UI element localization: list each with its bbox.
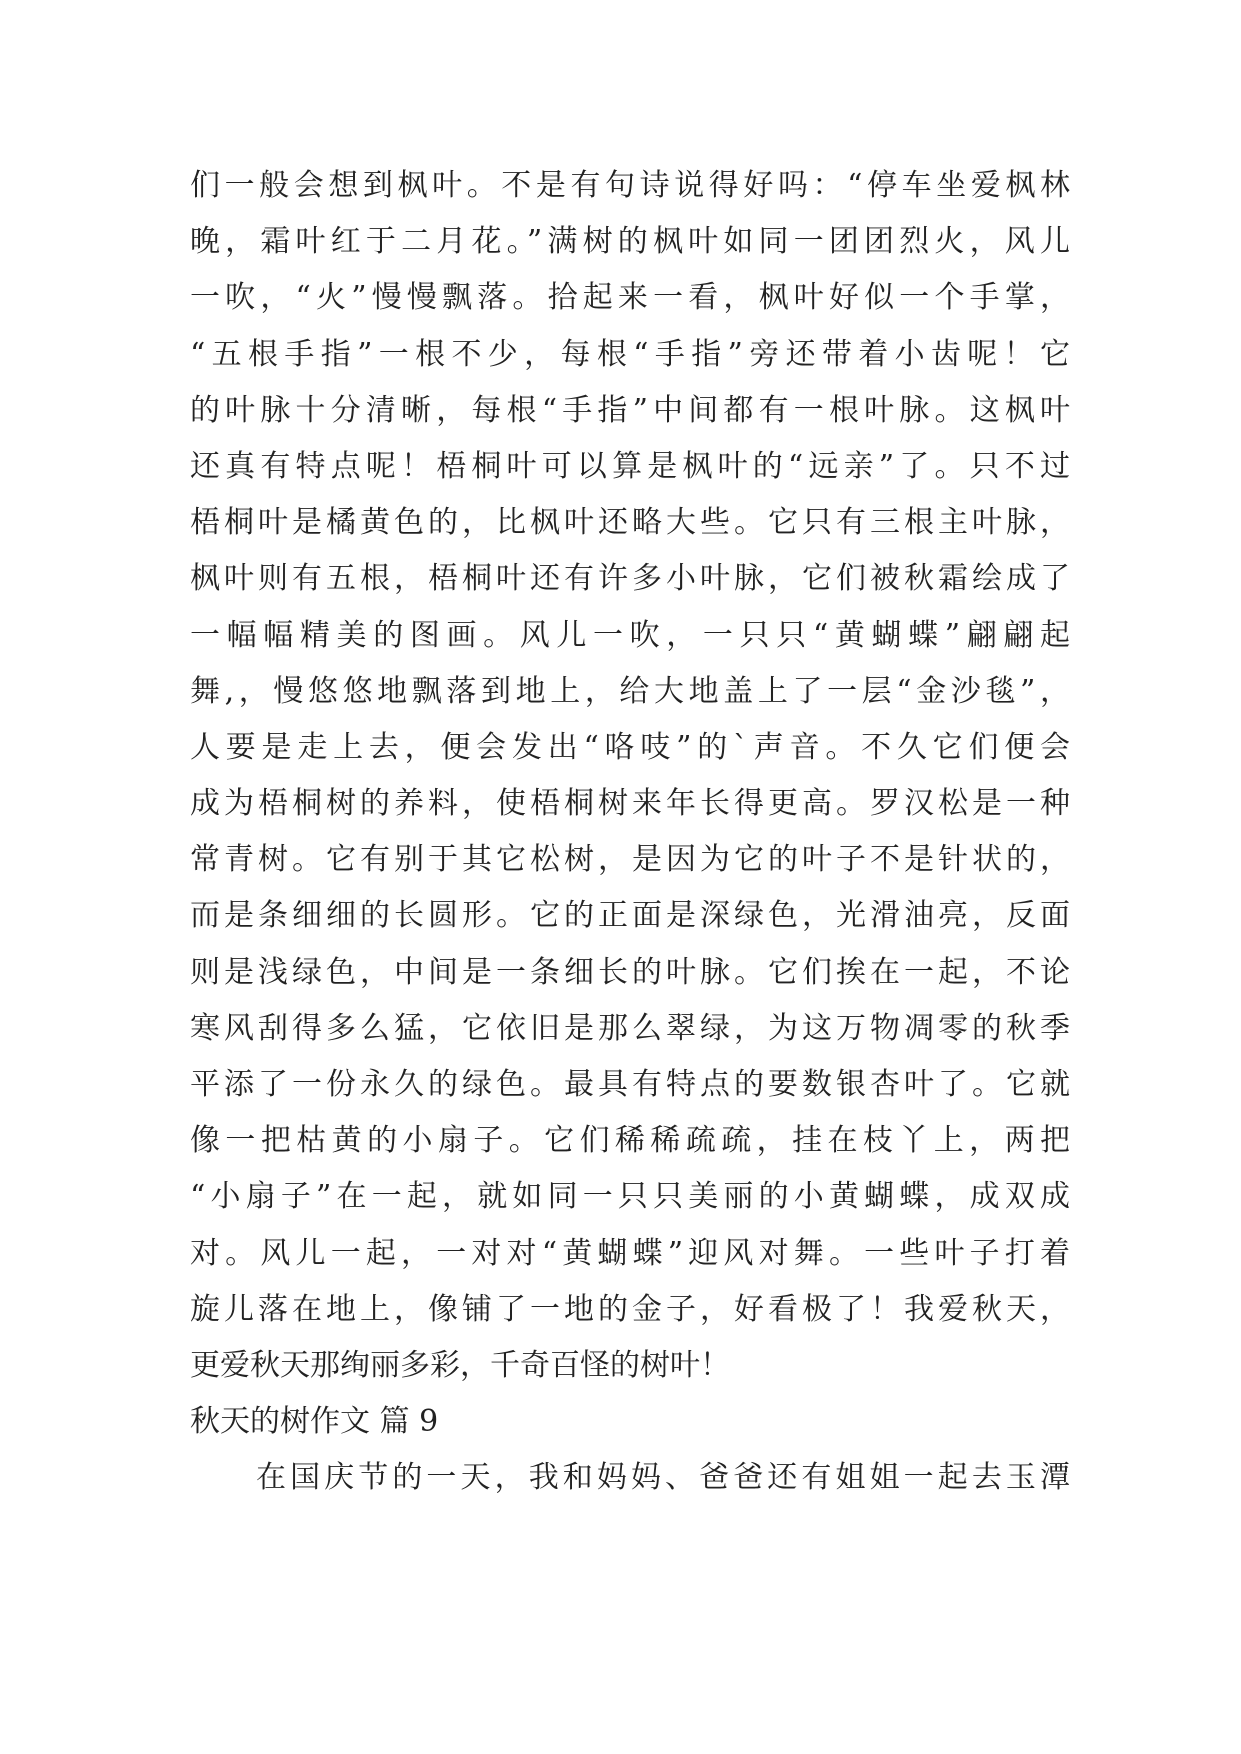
paragraph-line: 则是浅绿色，中间是一条细长的叶脉。它们挨在一起，不论 [190, 954, 1070, 990]
paragraph-line: 梧桐叶是橘黄色的，比枫叶还略大些。它只有三根主叶脉， [190, 505, 1070, 541]
essay-paragraph [190, 158, 1070, 1394]
paragraph-line: 旋儿落在地上，像铺了一地的金子，好看极了！我爱秋天， [190, 1291, 1070, 1327]
paragraph-line: 而是条细细的长圆形。它的正面是深绿色，光滑油亮，反面 [190, 898, 1070, 934]
section-heading: 秋天的树作文 篇 9 [190, 1404, 439, 1440]
paragraph-line: 舞,，慢悠悠地飘落到地上，给大地盖上了一层“金沙毯”， [190, 673, 1070, 709]
document-body [190, 158, 1070, 1506]
paragraph-line: 还真有特点呢！梧桐叶可以算是枫叶的“远亲”了。只不过 [190, 448, 1070, 484]
next-paragraph-first-line: 在国庆节的一天，我和妈妈、爸爸还有姐姐一起去玉潭 [256, 1460, 1070, 1496]
paragraph-line: 平添了一份永久的绿色。最具有特点的要数银杏叶了。它就 [190, 1067, 1070, 1102]
paragraph-line: 晚，霜叶红于二月花。”满树的枫叶如同一团团烈火，风儿 [190, 224, 1070, 260]
paragraph-line: 更爱秋天那绚丽多彩，千奇百怪的树叶！ [190, 1347, 730, 1383]
paragraph-line: 的叶脉十分清晰，每根“手指”中间都有一根叶脉。这枫叶 [190, 392, 1070, 428]
paragraph-line: 像一把枯黄的小扇子。它们稀稀疏疏，挂在枝丫上，两把 [190, 1123, 1070, 1159]
paragraph-line: 一吹，“火”慢慢飘落。拾起来一看，枫叶好似一个手掌， [190, 280, 1070, 316]
paragraph-line: 枫叶则有五根，梧桐叶还有许多小叶脉，它们被秋霜绘成了 [190, 561, 1070, 597]
paragraph-line: 一幅幅精美的图画。风儿一吹，一只只“黄蝴蝶”翩翩起 [190, 617, 1070, 653]
paragraph-line: “五根手指”一根不少，每根“手指”旁还带着小齿呢！它 [190, 336, 1070, 372]
paragraph-line: 对。风儿一起，一对对“黄蝴蝶”迎风对舞。一些叶子打着 [190, 1235, 1070, 1271]
paragraph-line: 们一般会想到枫叶。不是有句诗说得好吗：“停车坐爱枫林 [190, 168, 1070, 203]
paragraph-line: 寒风刮得多么猛，它依旧是那么翠绿，为这万物凋零的秋季 [190, 1010, 1070, 1046]
paragraph-line: 人要是走上去，便会发出“咯吱”的`声音。不久它们便会 [190, 729, 1070, 765]
paragraph-line: 常青树。它有别于其它松树，是因为它的叶子不是针状的， [190, 842, 1070, 878]
paragraph-line: “小扇子”在一起，就如同一只只美丽的小黄蝴蝶，成双成 [190, 1179, 1070, 1215]
paragraph-line: 成为梧桐树的养料，使梧桐树来年长得更高。罗汉松是一种 [190, 786, 1070, 822]
